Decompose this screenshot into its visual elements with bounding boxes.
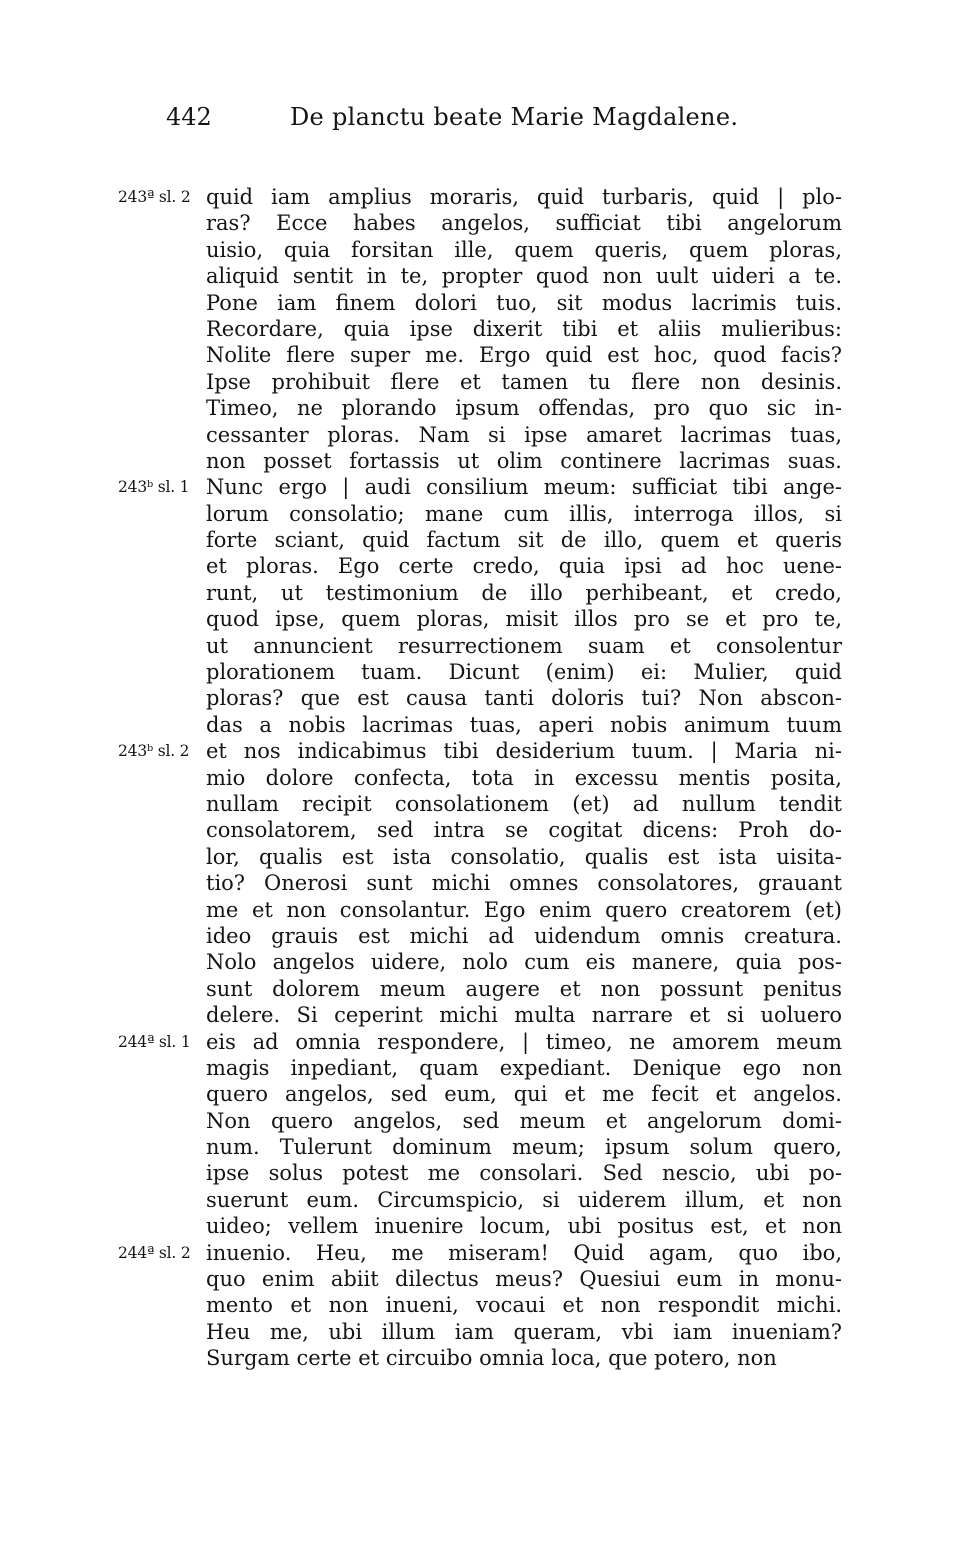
line-text: Nunc ergo | audi consilium meum: sufficiat tibi ange- bbox=[206, 475, 842, 500]
line-text: uisio, quia forsitan ille, quem queris, quem ploras, bbox=[206, 237, 842, 262]
text-line bbox=[0, 659, 960, 685]
text-line bbox=[0, 342, 960, 368]
line-text: nullam recipit consolationem (et) ad nullum tendit bbox=[206, 791, 842, 816]
body-text bbox=[0, 184, 960, 1372]
text-line bbox=[0, 1319, 960, 1345]
line-text: Pone iam finem dolori tuo, sit modus lacrimis tuis. bbox=[206, 290, 842, 315]
text-line bbox=[0, 633, 960, 659]
line-text: Surgam certe et circuibo omnia loca, que potero, non bbox=[206, 1346, 777, 1371]
text-line bbox=[0, 1266, 960, 1292]
page-number: 442 bbox=[166, 103, 212, 131]
line-text: aliquid sentit in te, propter quod non uult uideri a te. bbox=[206, 264, 842, 289]
margin-reference: 243ᵇ sl. 2 bbox=[118, 742, 190, 761]
text-line bbox=[0, 817, 960, 843]
text-line bbox=[0, 844, 960, 870]
text-line bbox=[0, 1081, 960, 1107]
text-line bbox=[0, 580, 960, 606]
text-line bbox=[0, 765, 960, 791]
line-text: non posset fortassis ut olim continere lacrimas suas. bbox=[206, 448, 842, 473]
text-line bbox=[0, 422, 960, 448]
text-line bbox=[0, 976, 960, 1002]
text-line bbox=[0, 606, 960, 632]
line-text: sunt dolorem meum augere et non possunt penitus bbox=[206, 976, 842, 1001]
line-text: quid iam amplius moraris, quid turbaris, quid | plo- bbox=[206, 185, 842, 209]
line-text: lor, qualis est ista consolatio, qualis est ista uisita- bbox=[206, 844, 842, 869]
text-line bbox=[0, 738, 960, 764]
text-line bbox=[0, 1029, 960, 1055]
text-line bbox=[0, 1187, 960, 1213]
text-line bbox=[0, 1134, 960, 1160]
text-line bbox=[0, 184, 960, 210]
line-text: Ipse prohibuit flere et tamen tu flere non desinis. bbox=[206, 369, 842, 394]
line-text: ut annuncient resurrectionem suam et consolentur bbox=[206, 633, 842, 658]
text-line bbox=[0, 263, 960, 289]
text-line bbox=[0, 501, 960, 527]
text-line bbox=[0, 237, 960, 263]
text-line bbox=[0, 1160, 960, 1186]
line-text: quod ipse, quem ploras, misit illos pro se et pro te, bbox=[206, 607, 842, 632]
running-title: De planctu beate Marie Magdalene. bbox=[290, 103, 739, 131]
text-line bbox=[0, 791, 960, 817]
text-line bbox=[0, 1055, 960, 1081]
line-text: ideo grauis est michi ad uidendum omnis creatura. bbox=[206, 923, 842, 948]
line-text: Timeo, ne plorando ipsum offendas, pro quo sic in- bbox=[206, 396, 842, 421]
line-text: consolatorem, sed intra se cogitat dicens: Proh do- bbox=[206, 818, 842, 843]
line-text: suerunt eum. Circumspicio, si uiderem illum, et non bbox=[206, 1187, 842, 1212]
text-line bbox=[0, 685, 960, 711]
text-line bbox=[0, 474, 960, 500]
text-line bbox=[0, 527, 960, 553]
margin-reference: 243ᵇ sl. 1 bbox=[118, 478, 190, 497]
line-text: delere. Si ceperint michi multa narrare et si uoluero bbox=[206, 1003, 842, 1028]
text-line bbox=[0, 1108, 960, 1134]
line-text: mento et non inueni, vocaui et non respondit michi. bbox=[206, 1293, 842, 1318]
text-line bbox=[0, 395, 960, 421]
line-text: quo enim abiit dilectus meus? Quesiui eum in monu- bbox=[206, 1267, 842, 1292]
line-text: magis inpediant, quam expediant. Denique ego non bbox=[206, 1055, 842, 1080]
line-text: ipse solus potest me consolari. Sed nescio, ubi po- bbox=[206, 1161, 842, 1186]
line-text: forte sciant, quid factum sit de illo, quem et queris bbox=[206, 528, 842, 553]
text-line bbox=[0, 949, 960, 975]
text-line bbox=[0, 923, 960, 949]
line-text: Nolite flere super me. Ergo quid est hoc, quod facis? bbox=[206, 343, 842, 368]
margin-reference: 244ª sl. 1 bbox=[118, 1032, 191, 1051]
line-text: quero angelos, sed eum, qui et me fecit et angelos. bbox=[206, 1082, 842, 1107]
line-text: Recordare, quia ipse dixerit tibi et aliis mulieribus: bbox=[206, 316, 842, 341]
text-line bbox=[0, 897, 960, 923]
text-line bbox=[0, 712, 960, 738]
text-line bbox=[0, 290, 960, 316]
line-text: Non quero angelos, sed meum et angelorum domi- bbox=[206, 1108, 842, 1133]
margin-reference: 244ª sl. 2 bbox=[118, 1243, 191, 1262]
line-text: uideo; vellem inuenire locum, ubi positus est, et non bbox=[206, 1214, 842, 1239]
line-text: et nos indicabimus tibi desiderium tuum. | Maria ni- bbox=[206, 739, 842, 764]
line-text: me et non consolantur. Ego enim quero creatorem (et) bbox=[206, 897, 842, 922]
text-line bbox=[0, 210, 960, 236]
line-text: tio? Onerosi sunt michi omnes consolatores, grauant bbox=[206, 871, 842, 896]
line-text: et ploras. Ego certe credo, quia ipsi ad hoc uene- bbox=[206, 554, 842, 579]
text-line bbox=[0, 1240, 960, 1266]
line-text: eis ad omnia respondere, | timeo, ne amorem meum bbox=[206, 1029, 842, 1054]
text-line bbox=[0, 1292, 960, 1318]
text-line bbox=[0, 870, 960, 896]
line-text: Nolo angelos uidere, nolo cum eis manere, quia pos- bbox=[206, 950, 842, 975]
text-line bbox=[0, 553, 960, 579]
text-line bbox=[0, 1213, 960, 1239]
text-line bbox=[0, 316, 960, 342]
text-line bbox=[0, 369, 960, 395]
text-line bbox=[0, 1002, 960, 1028]
margin-reference: 243ª sl. 2 bbox=[118, 188, 191, 206]
line-text: runt, ut testimonium de illo perhibeant, et credo, bbox=[206, 580, 842, 605]
line-text: inuenio. Heu, me miseram! Quid agam, quo ibo, bbox=[206, 1240, 842, 1265]
line-text: ras? Ecce habes angelos, sufficiat tibi angelorum bbox=[206, 211, 842, 236]
text-line bbox=[0, 1345, 960, 1371]
page-header bbox=[166, 103, 806, 137]
line-text: cessanter ploras. Nam si ipse amaret lacrimas tuas, bbox=[206, 422, 842, 447]
line-text: ploras? que est causa tanti doloris tui? Non abscon- bbox=[206, 686, 842, 711]
text-line bbox=[0, 448, 960, 474]
line-text: Heu me, ubi illum iam queram, vbi iam inueniam? bbox=[206, 1319, 842, 1344]
line-text: plorationem tuam. Dicunt (enim) ei: Mulier, quid bbox=[206, 660, 842, 685]
line-text: mio dolore confecta, tota in excessu mentis posita, bbox=[206, 765, 842, 790]
line-text: num. Tulerunt dominum meum; ipsum solum quero, bbox=[206, 1135, 842, 1160]
line-text: das a nobis lacrimas tuas, aperi nobis animum tuum bbox=[206, 712, 842, 737]
line-text: lorum consolatio; mane cum illis, interroga illos, si bbox=[206, 501, 842, 526]
